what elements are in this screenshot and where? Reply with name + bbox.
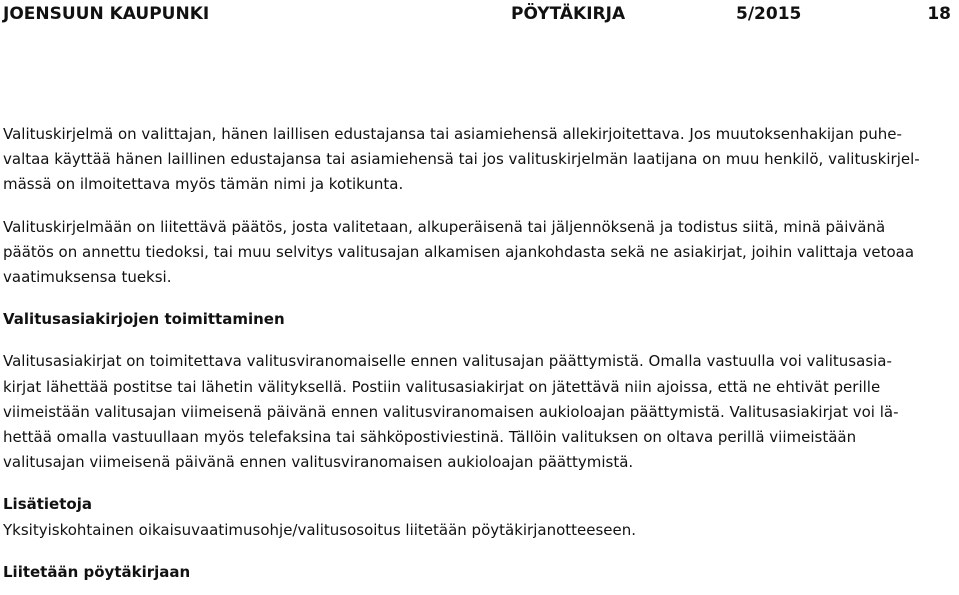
paragraph-signature (3, 122, 951, 198)
page-number: 18 (927, 4, 951, 24)
paragraph-line: Valituskirjelmä on valittajan, hänen laillisen edustajansa tai asiamiehensä allekirjoitettava. Jos muutoksenhakijan puhe- (3, 125, 902, 143)
paragraph-line: päätös on annettu tiedoksi, tai muu selvitys valitusajan alkamisen ajankohdasta sekä ne asiakirjat, joihin valittaja vetoaa (3, 242, 915, 261)
page-header (0, 4, 959, 26)
document-number: 5/2015 (736, 4, 802, 24)
paragraph-line: mässä on ilmoitettava myös tämän nimi ja kotikunta. (3, 175, 404, 194)
section-heading-delivery: Valitusasiakirjojen toimittaminen (3, 310, 285, 329)
paragraph-line: Valitusasiakirjat on toimitettava valitusviranomaiselle ennen valitusajan päättymistä. Omalla vastuulla voi valitusasia- (3, 352, 892, 371)
paragraph-line: viimeistään valitusajan viimeisenä päivänä ennen valitusviranomaisen aukioloajan päättymistä. Valitusasiakirjat voi lä- (3, 402, 899, 421)
paragraph-line: Valituskirjelmään on liitettävä päätös, josta valitetaan, alkuperäisenä tai jäljennöksenä ja todistus siitä, minä päivänä (3, 217, 886, 236)
section-heading-info: Lisätietoja (3, 495, 92, 514)
paragraph-delivery (3, 349, 951, 475)
paragraph-line: hettää omalla vastuullaan myös telefaksina tai sähköpostiviestinä. Tällöin valituksen on oltava perillä viimeistään (3, 428, 857, 447)
section-heading-attach: Liitetään pöytäkirjaan (3, 562, 191, 581)
document-type: PÖYTÄKIRJA (511, 4, 626, 24)
document-body (3, 122, 951, 585)
organization-name: JOENSUUN KAUPUNKI (3, 4, 210, 24)
paragraph-line: vaatimuksensa tueksi. (3, 268, 172, 287)
paragraph-line: Yksityiskohtainen oikaisuvaatimusohje/valitusosoitus liitetään pöytäkirjanotteeseen. (3, 520, 637, 539)
paragraph-line: valtaa käyttää hänen laillinen edustajansa tai asiamiehensä tai jos valituskirjelmän laatijana on muu henkilö, valituskirjel- (3, 150, 920, 169)
paragraph-line: kirjat lähettää postitse tai lähetin välityksellä. Postiin valitusasiakirjat on jätettävä niin ajoissa, että ne ehtivät perille (3, 377, 881, 396)
paragraph-attachments (3, 215, 951, 291)
paragraph-line: valitusajan viimeisenä päivänä ennen valitusviranomaisen aukioloajan päättymistä. (3, 453, 634, 472)
